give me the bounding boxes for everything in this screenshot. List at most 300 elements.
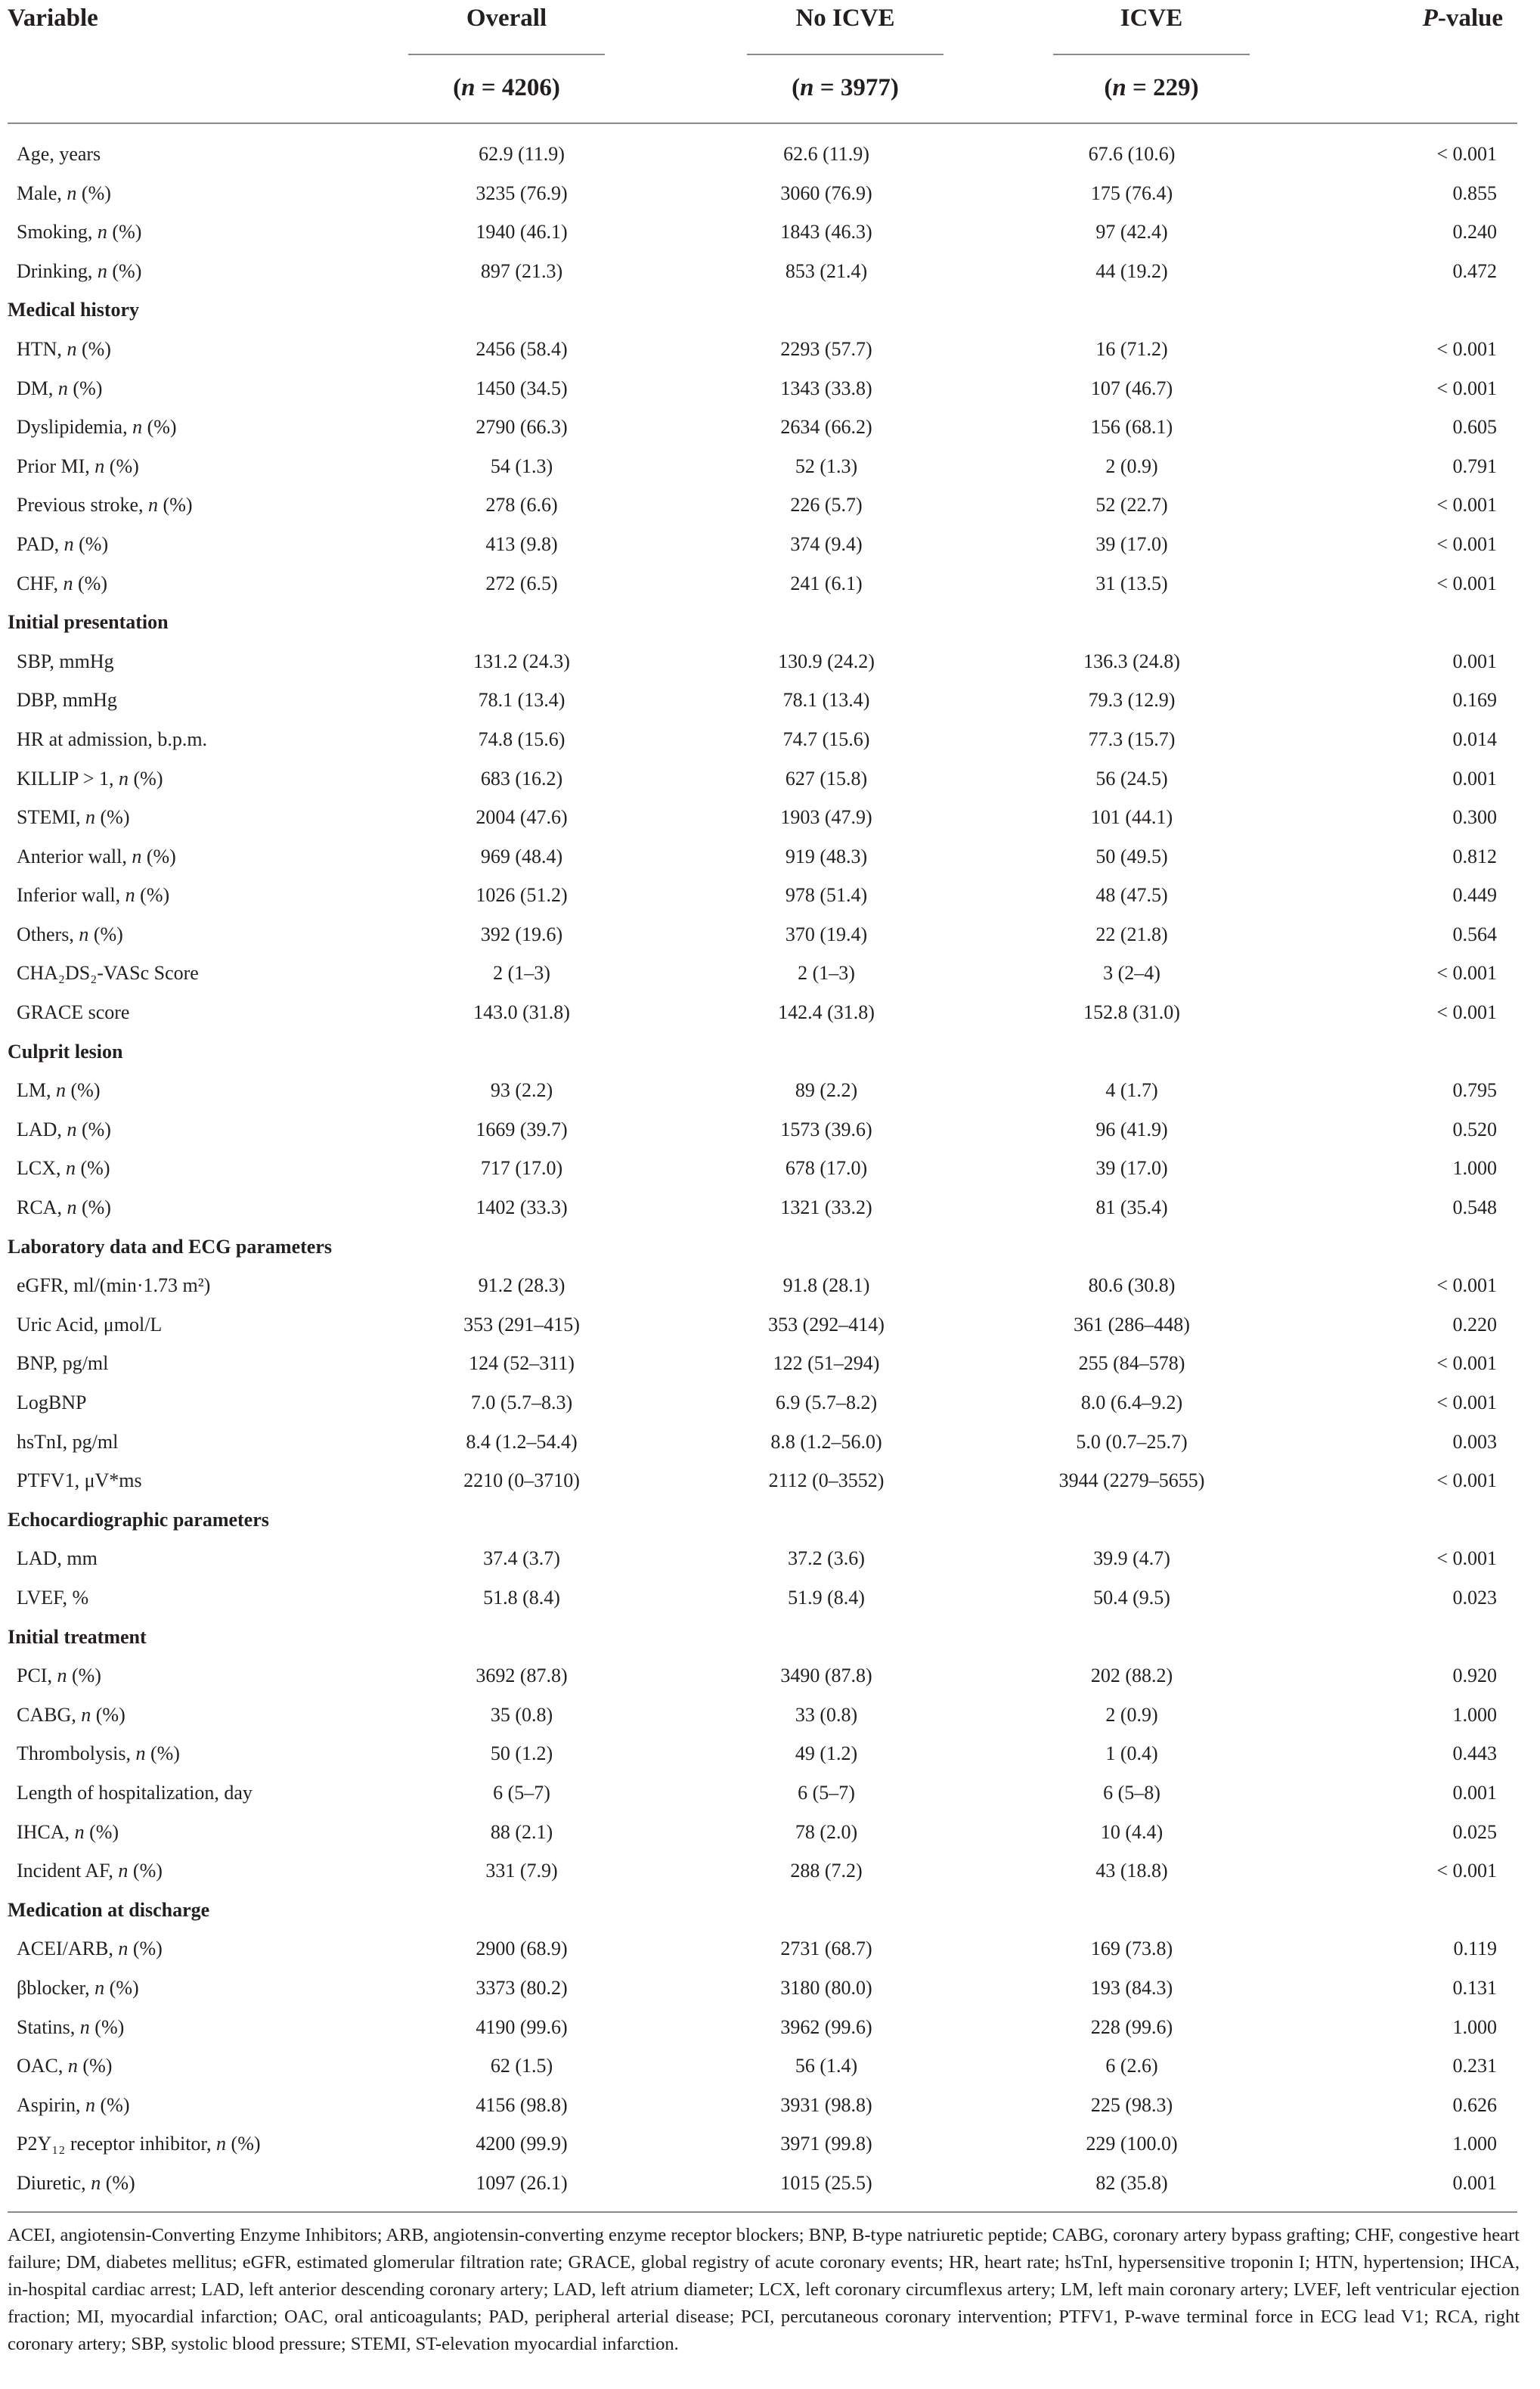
cell-no-icve: 3971 (99.8): [780, 2133, 872, 2155]
cell-no-icve: 2293 (57.7): [780, 337, 872, 360]
cell-p-value: 0.472: [1452, 259, 1497, 282]
cell-p-value: 0.626: [1452, 2093, 1497, 2116]
cell-icve: 202 (88.2): [1090, 1665, 1173, 1687]
row-label: βblocker, n (%): [17, 1976, 139, 1999]
cell-overall: 7.0 (5.7–8.3): [470, 1392, 573, 1413]
cell-icve: 10 (4.4): [1100, 1820, 1164, 1843]
table-header: [0, 0, 1540, 129]
cell-icve: 56 (24.5): [1095, 767, 1168, 790]
cell-p-value: < 0.001: [1436, 1274, 1497, 1297]
cell-p-value: 0.014: [1452, 728, 1497, 750]
cell-p-value: 1.000: [1452, 1157, 1497, 1180]
cell-icve: 3944 (2279–5655): [1058, 1469, 1205, 1492]
cell-icve: 39.9 (4.7): [1093, 1547, 1170, 1570]
row-label: LM, n (%): [17, 1079, 101, 1102]
row-label: PTFV1, μV*ms: [17, 1469, 142, 1492]
header-n-icve: (n = 229): [1104, 74, 1199, 101]
table-row: [0, 1813, 1540, 1852]
cell-no-icve: 353 (292–414): [768, 1313, 885, 1336]
table-row: [0, 1929, 1540, 1969]
cell-icve: 1 (0.4): [1105, 1742, 1158, 1765]
cell-no-icve: 3490 (87.8): [780, 1665, 872, 1687]
cell-overall: 1669 (39.7): [476, 1118, 568, 1140]
row-label: Diuretic, n (%): [17, 2171, 135, 2194]
cell-overall: 1450 (34.5): [476, 377, 568, 399]
cell-no-icve: 288 (7.2): [790, 1860, 863, 1882]
cell-overall: 93 (2.2): [490, 1079, 553, 1102]
table-row: [0, 1969, 1540, 2008]
cell-p-value: 1.000: [1452, 1703, 1497, 1726]
cell-p-value: 0.855: [1452, 182, 1497, 204]
row-label: hsTnI, pg/ml: [17, 1430, 119, 1453]
table-row: [0, 915, 1540, 954]
row-label: Initial presentation: [8, 611, 169, 634]
row-label: CABG, n (%): [17, 1703, 125, 1726]
cell-p-value: < 0.001: [1436, 1352, 1497, 1375]
table-row: [0, 330, 1540, 369]
cell-no-icve: 51.9 (8.4): [788, 1586, 865, 1609]
row-label: P2Y₁₂ receptor inhibitor, n (%): [17, 2133, 261, 2155]
table-row: [0, 720, 1540, 759]
footer-rule: [8, 2211, 1517, 2213]
cell-overall: 8.4 (1.2–54.4): [466, 1430, 578, 1453]
cell-icve: 4 (1.7): [1105, 1079, 1158, 1102]
table-row: [0, 759, 1540, 799]
cell-no-icve: 142.4 (31.8): [778, 1001, 875, 1024]
cell-overall: 131.2 (24.3): [473, 650, 570, 672]
table-row: [0, 1656, 1540, 1696]
table-row: [0, 2124, 1540, 2164]
row-label: Previous stroke, n (%): [17, 494, 193, 517]
cell-icve: 39 (17.0): [1095, 1157, 1168, 1180]
cell-icve: 79.3 (12.9): [1088, 689, 1176, 712]
cell-overall: 353 (291–415): [463, 1313, 580, 1336]
table-row: [0, 1188, 1540, 1227]
cell-p-value: < 0.001: [1436, 1860, 1497, 1882]
table-row: [0, 1383, 1540, 1423]
section-row: [0, 1227, 1540, 1267]
cell-p-value: 0.443: [1452, 1742, 1497, 1765]
cell-no-icve: 56 (1.4): [795, 2055, 858, 2077]
cell-overall: 88 (2.1): [490, 1820, 553, 1843]
row-label: Medical history: [8, 299, 140, 321]
table-row: [0, 525, 1540, 564]
row-label: RCA, n (%): [17, 1196, 111, 1219]
row-label: HR at admission, b.p.m.: [17, 728, 208, 750]
row-label: Thrombolysis, n (%): [17, 1742, 180, 1765]
cell-no-icve: 2634 (66.2): [780, 416, 872, 439]
cell-overall: 4190 (99.6): [476, 2015, 568, 2038]
cell-icve: 48 (47.5): [1095, 884, 1168, 907]
cell-no-icve: 1903 (47.9): [780, 806, 872, 829]
table-row: [0, 2046, 1540, 2086]
cell-overall: 413 (9.8): [485, 532, 558, 555]
cell-overall: 278 (6.6): [485, 494, 558, 517]
cell-overall: 1940 (46.1): [476, 221, 568, 244]
cell-overall: 2790 (66.3): [476, 416, 568, 439]
cell-p-value: 0.001: [1452, 1781, 1497, 1804]
table-row: [0, 1539, 1540, 1578]
cell-overall: 4156 (98.8): [476, 2093, 568, 2116]
cell-no-icve: 52 (1.3): [795, 455, 858, 477]
cell-no-icve: 2112 (0–3552): [768, 1469, 885, 1492]
cell-icve: 96 (41.9): [1095, 1118, 1168, 1140]
cell-overall: 143.0 (31.8): [473, 1001, 570, 1024]
cell-icve: 156 (68.1): [1090, 416, 1173, 439]
cell-p-value: 0.795: [1452, 1079, 1497, 1102]
cell-p-value: < 0.001: [1436, 1547, 1497, 1570]
cell-p-value: 0.025: [1452, 1820, 1497, 1843]
cell-overall: 3235 (76.9): [476, 182, 568, 204]
cell-overall: 3373 (80.2): [476, 1976, 568, 1999]
row-label: LVEF, %: [17, 1586, 89, 1609]
table-row: [0, 2008, 1540, 2047]
cell-no-icve: 1321 (33.2): [780, 1196, 872, 1219]
cell-overall: 3692 (87.8): [476, 1665, 568, 1687]
cell-no-icve: 33 (0.8): [795, 1703, 858, 1726]
cell-p-value: < 0.001: [1436, 1469, 1497, 1492]
cell-no-icve: 2 (1–3): [798, 962, 855, 985]
cell-p-value: 0.791: [1452, 455, 1497, 477]
header-underline-overall: [408, 54, 605, 55]
cell-no-icve: 49 (1.2): [795, 1742, 858, 1765]
cell-no-icve: 241 (6.1): [790, 572, 863, 594]
row-label: IHCA, n (%): [17, 1820, 119, 1843]
table-row: [0, 1305, 1540, 1345]
cell-no-icve: 374 (9.4): [790, 532, 863, 555]
table-row: [0, 447, 1540, 486]
cell-icve: 97 (42.4): [1095, 221, 1168, 244]
table-row: [0, 1344, 1540, 1383]
table-row: [0, 798, 1540, 837]
cell-overall: 897 (21.3): [480, 259, 563, 282]
cell-p-value: < 0.001: [1436, 494, 1497, 517]
row-label: HTN, n (%): [17, 337, 111, 360]
table-row: [0, 369, 1540, 408]
cell-overall: 1026 (51.2): [476, 884, 568, 907]
cell-icve: 229 (100.0): [1086, 2133, 1178, 2155]
cell-overall: 124 (52–311): [469, 1352, 575, 1375]
row-label: Others, n (%): [17, 923, 123, 945]
table-row: [0, 1696, 1540, 1735]
cell-no-icve: 62.6 (11.9): [783, 143, 869, 165]
cell-icve: 175 (76.4): [1090, 182, 1173, 204]
cell-overall: 272 (6.5): [485, 572, 558, 594]
cell-no-icve: 919 (48.3): [785, 845, 868, 867]
header-rule: [8, 123, 1517, 124]
cell-icve: 152.8 (31.0): [1083, 1001, 1180, 1024]
cell-p-value: 0.605: [1452, 416, 1497, 439]
table-row: [0, 1578, 1540, 1618]
cell-no-icve: 8.8 (1.2–56.0): [770, 1430, 882, 1453]
header-underline-icve: [1053, 54, 1250, 55]
header-overall: Overall: [466, 5, 547, 32]
cell-icve: 44 (19.2): [1095, 259, 1168, 282]
cell-icve: 6 (2.6): [1105, 2055, 1158, 2077]
cell-p-value: 0.001: [1452, 2171, 1497, 2194]
cell-p-value: 0.564: [1452, 923, 1497, 945]
cell-icve: 16 (71.2): [1095, 337, 1168, 360]
row-label: BNP, pg/ml: [17, 1352, 109, 1375]
row-label: Statins, n (%): [17, 2015, 125, 2038]
cell-icve: 80.6 (30.8): [1088, 1274, 1176, 1297]
cell-p-value: 0.001: [1452, 650, 1497, 672]
table-row: [0, 564, 1540, 603]
cell-icve: 107 (46.7): [1090, 377, 1173, 399]
row-label: Laboratory data and ECG parameters: [8, 1235, 332, 1258]
row-label: Smoking, n (%): [17, 221, 142, 244]
table-row: [0, 213, 1540, 252]
cell-p-value: 0.520: [1452, 1118, 1497, 1140]
cell-no-icve: 1343 (33.8): [780, 377, 872, 399]
cell-p-value: < 0.001: [1436, 1001, 1497, 1024]
cell-p-value: 1.000: [1452, 2015, 1497, 2038]
cell-overall: 50 (1.2): [490, 1742, 553, 1765]
cell-icve: 136.3 (24.8): [1083, 650, 1180, 672]
cell-p-value: < 0.001: [1436, 532, 1497, 555]
table-row: [0, 1461, 1540, 1500]
row-label: Drinking, n (%): [17, 259, 142, 282]
cell-no-icve: 226 (5.7): [790, 494, 863, 517]
table-row: [0, 1423, 1540, 1462]
row-label: LAD, mm: [17, 1547, 98, 1570]
table-row: [0, 1071, 1540, 1110]
row-label: Dyslipidemia, n (%): [17, 416, 177, 439]
cell-overall: 62 (1.5): [490, 2055, 553, 2077]
cell-p-value: 1.000: [1452, 2133, 1497, 2155]
cell-icve: 255 (84–578): [1078, 1352, 1185, 1375]
row-label: LogBNP: [17, 1392, 87, 1413]
cell-icve: 39 (17.0): [1095, 532, 1168, 555]
cell-icve: 77.3 (15.7): [1088, 728, 1176, 750]
row-label: DBP, mmHg: [17, 689, 117, 712]
cell-icve: 50 (49.5): [1095, 845, 1168, 867]
cell-no-icve: 122 (51–294): [773, 1352, 880, 1375]
cell-overall: 2456 (58.4): [476, 337, 568, 360]
cell-overall: 62.9 (11.9): [479, 143, 565, 165]
table-row: [0, 252, 1540, 291]
table-row: [0, 876, 1540, 915]
cell-icve: 2 (0.9): [1105, 455, 1158, 477]
cell-p-value: < 0.001: [1436, 143, 1497, 165]
cell-icve: 67.6 (10.6): [1088, 143, 1176, 165]
cell-no-icve: 627 (15.8): [785, 767, 868, 790]
cell-p-value: < 0.001: [1436, 377, 1497, 399]
cell-no-icve: 1843 (46.3): [780, 221, 872, 244]
section-row: [0, 1891, 1540, 1930]
table-row: [0, 174, 1540, 213]
cell-p-value: 0.920: [1452, 1665, 1497, 1687]
header-p-value: [1352, 3, 1503, 33]
header-underline-no-icve: [747, 54, 944, 55]
row-label: Culprit lesion: [8, 1040, 123, 1063]
cell-overall: 717 (17.0): [480, 1157, 563, 1180]
cell-no-icve: 853 (21.4): [785, 259, 868, 282]
cell-overall: 392 (19.6): [480, 923, 563, 945]
cell-no-icve: 130.9 (24.2): [778, 650, 875, 672]
header-icve: ICVE: [1120, 5, 1183, 32]
table-row: [0, 1734, 1540, 1773]
section-row: [0, 1618, 1540, 1657]
header-no-icve: No ICVE: [795, 5, 895, 32]
row-label: Uric Acid, μmol/L: [17, 1313, 163, 1336]
cell-no-icve: 3060 (76.9): [780, 182, 872, 204]
table-row: [0, 486, 1540, 525]
row-label: Medication at discharge: [8, 1898, 210, 1921]
cell-p-value: 0.220: [1452, 1313, 1497, 1336]
table-footnote: ACEI, angiotensin-Converting Enzyme Inhibitors; ARB, angiotensin-converting enzyme receptor blockers; BNP, B-type natriuretic peptide; CABG, coronary artery bypass grafting; CHF, congestive heart failure; DM, diabetes mellitus; eGFR, estimated glomerular filtration rate; GRACE, global registry of acute coronary events; HR, heart rate; hsTnI, hypersensitive troponin I; HTN, hypertension; IHCA, in-hospital cardiac arrest; LAD, left anterior descending coronary artery; LAD, left atrium diameter; LCX, left coronary circumflexus artery; LM, left main coronary artery; LVEF, left ventricular ejection fraction; MI, myocardial infarction; OAC, oral anticoagulants; PAD, peripheral arterial disease; PCI, percutaneous coronary intervention; PTFV1, P-wave terminal force in ECG lead V1; RCA, right coronary artery; SBP, systolic blood pressure; STEMI, ST-elevation myocardial infarction.: [8, 2225, 1520, 2354]
row-label: Inferior wall, n (%): [17, 884, 170, 907]
cell-no-icve: 6.9 (5.7–8.2): [775, 1392, 878, 1413]
cell-p-value: < 0.001: [1436, 1392, 1497, 1413]
cell-p-value: < 0.001: [1436, 337, 1497, 360]
table-row: [0, 2086, 1540, 2125]
table-row: [0, 135, 1540, 174]
cell-no-icve: 74.7 (15.6): [782, 728, 870, 750]
row-label: Prior MI, n (%): [17, 455, 139, 477]
cell-overall: 54 (1.3): [490, 455, 553, 477]
cell-no-icve: 3180 (80.0): [780, 1976, 872, 1999]
row-label: Incident AF, n (%): [17, 1860, 163, 1882]
table-row: [0, 837, 1540, 876]
cell-overall: 969 (48.4): [480, 845, 563, 867]
cell-overall: 91.2 (28.3): [478, 1274, 565, 1297]
row-label: CHA₂DS₂-VASc Score: [17, 962, 199, 985]
cell-p-value: 0.449: [1452, 884, 1497, 907]
cell-icve: 50.4 (9.5): [1093, 1586, 1170, 1609]
cell-overall: 2210 (0–3710): [463, 1469, 580, 1492]
cell-p-value: 0.812: [1452, 845, 1497, 867]
row-label: Male, n (%): [17, 182, 111, 204]
table-row: [0, 2164, 1540, 2203]
table-row: [0, 681, 1540, 720]
table-body: [0, 135, 1540, 2202]
cell-no-icve: 3962 (99.6): [780, 2015, 872, 2038]
row-label: LAD, n (%): [17, 1118, 111, 1140]
row-label: LCX, n (%): [17, 1157, 110, 1180]
cell-icve: 6 (5–8): [1103, 1781, 1160, 1804]
cell-overall: 331 (7.9): [485, 1860, 558, 1882]
cell-icve: 52 (22.7): [1095, 494, 1168, 517]
cell-icve: 228 (99.6): [1090, 2015, 1173, 2038]
row-label: OAC, n (%): [17, 2055, 113, 2077]
row-label: Anterior wall, n (%): [17, 845, 176, 867]
cell-p-value: 0.169: [1452, 689, 1497, 712]
cell-icve: 225 (98.3): [1090, 2093, 1173, 2116]
cell-no-icve: 978 (51.4): [785, 884, 868, 907]
cell-icve: 361 (286–448): [1074, 1313, 1190, 1336]
row-label: Aspirin, n (%): [17, 2093, 130, 2116]
cell-overall: 37.4 (3.7): [483, 1547, 560, 1570]
cell-icve: 169 (73.8): [1090, 1938, 1173, 1960]
section-row: [0, 290, 1540, 330]
cell-icve: 5.0 (0.7–25.7): [1076, 1430, 1188, 1453]
cell-overall: 1097 (26.1): [476, 2171, 568, 2194]
row-label: KILLIP > 1, n (%): [17, 767, 163, 790]
cell-no-icve: 678 (17.0): [785, 1157, 868, 1180]
header-variable: Variable: [8, 5, 98, 32]
cell-p-value: 0.300: [1452, 806, 1497, 829]
section-row: [0, 1500, 1540, 1540]
cell-icve: 22 (21.8): [1095, 923, 1168, 945]
cell-overall: 683 (16.2): [480, 767, 563, 790]
table-row: [0, 408, 1540, 447]
cell-icve: 2 (0.9): [1105, 1703, 1158, 1726]
cell-p-value: 0.001: [1452, 767, 1497, 790]
row-label: SBP, mmHg: [17, 650, 114, 672]
table-row: [0, 1266, 1540, 1305]
cell-icve: 101 (44.1): [1090, 806, 1173, 829]
cell-p-value: 0.131: [1452, 1976, 1497, 1999]
row-label: eGFR, ml/(min·1.73 m²): [17, 1274, 211, 1297]
row-label: Length of hospitalization, day: [17, 1781, 253, 1804]
row-label: DM, n (%): [17, 377, 103, 399]
cell-overall: 51.8 (8.4): [483, 1586, 560, 1609]
cell-overall: 74.8 (15.6): [478, 728, 565, 750]
cell-overall: 6 (5–7): [493, 1781, 550, 1804]
row-label: ACEI/ARB, n (%): [17, 1938, 163, 1960]
cell-no-icve: 1015 (25.5): [780, 2171, 872, 2194]
row-label: Age, years: [17, 143, 101, 165]
cell-icve: 81 (35.4): [1095, 1196, 1168, 1219]
row-label: Echocardiographic parameters: [8, 1508, 269, 1531]
cell-no-icve: 6 (5–7): [798, 1781, 855, 1804]
cell-icve: 3 (2–4): [1103, 962, 1160, 985]
table-row: [0, 642, 1540, 681]
table-row: [0, 993, 1540, 1032]
cell-p-value: < 0.001: [1436, 962, 1497, 985]
cell-no-icve: 3931 (98.8): [780, 2093, 872, 2116]
cell-no-icve: 2731 (68.7): [780, 1938, 872, 1960]
cell-no-icve: 78 (2.0): [795, 1820, 858, 1843]
cell-icve: 43 (18.8): [1095, 1860, 1168, 1882]
section-row: [0, 1032, 1540, 1072]
cell-overall: 78.1 (13.4): [478, 689, 565, 712]
header-n-overall: (n = 4206): [453, 74, 560, 101]
row-label: CHF, n (%): [17, 572, 107, 594]
cell-overall: 4200 (99.9): [476, 2133, 568, 2155]
header-p-value-text: P-value: [1422, 5, 1503, 32]
cell-p-value: 0.003: [1452, 1430, 1497, 1453]
cell-overall: 35 (0.8): [490, 1703, 553, 1726]
cell-overall: 2004 (47.6): [476, 806, 568, 829]
cell-no-icve: 370 (19.4): [785, 923, 868, 945]
cell-overall: 2900 (68.9): [476, 1938, 568, 1960]
cell-p-value: 0.548: [1452, 1196, 1497, 1219]
cell-icve: 193 (84.3): [1090, 1976, 1173, 1999]
row-label: PAD, n (%): [17, 532, 109, 555]
row-label: Initial treatment: [8, 1625, 147, 1648]
table-row: [0, 954, 1540, 993]
cell-p-value: 0.023: [1452, 1586, 1497, 1609]
table-row: [0, 1773, 1540, 1813]
cell-no-icve: 37.2 (3.6): [788, 1547, 865, 1570]
cell-p-value: 0.231: [1452, 2055, 1497, 2077]
row-label: PCI, n (%): [17, 1665, 101, 1687]
row-label: STEMI, n (%): [17, 806, 130, 829]
cell-overall: 1402 (33.3): [476, 1196, 568, 1219]
cell-no-icve: 91.8 (28.1): [782, 1274, 870, 1297]
row-label: GRACE score: [17, 1001, 130, 1024]
cell-icve: 31 (13.5): [1095, 572, 1168, 594]
cell-overall: 2 (1–3): [493, 962, 550, 985]
cell-p-value: 0.119: [1453, 1938, 1497, 1960]
section-row: [0, 603, 1540, 642]
cell-no-icve: 1573 (39.6): [780, 1118, 872, 1140]
header-n-no-icve: (n = 3977): [792, 74, 899, 101]
table-row: [0, 1851, 1540, 1891]
cell-p-value: 0.240: [1452, 221, 1497, 244]
